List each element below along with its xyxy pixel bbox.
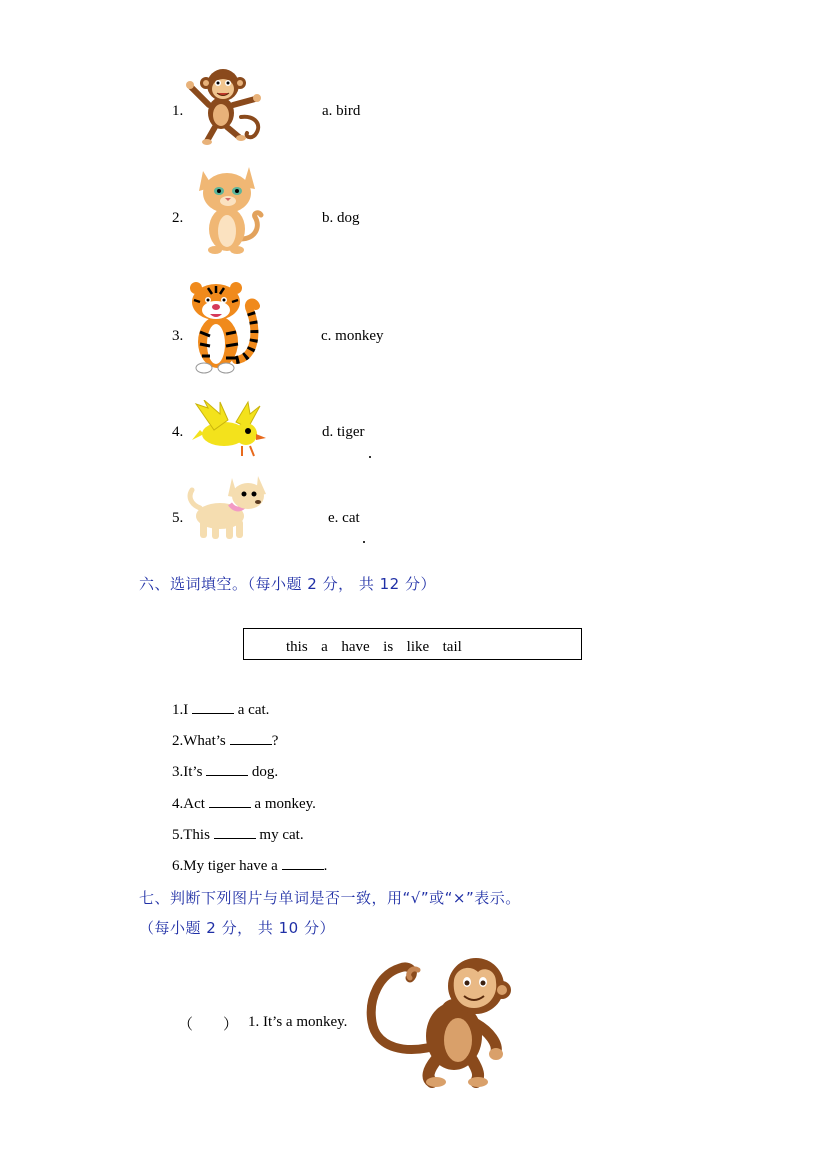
cat-icon <box>193 165 265 255</box>
item-number: 4. <box>172 424 184 440</box>
fill-blank[interactable] <box>230 730 272 745</box>
sentence-text: 6.My tiger have a <box>172 858 278 874</box>
sentence-text: 4.Act <box>172 796 205 812</box>
sentence-text: 5.This <box>172 827 210 843</box>
option-label: a. bird <box>322 103 361 119</box>
option-label: e. cat <box>328 510 360 526</box>
sentence-text: 2.What’s <box>172 733 226 749</box>
sentence-text: my cat. <box>259 827 304 843</box>
tiger-icon <box>186 280 262 374</box>
sentence-2 <box>172 730 278 750</box>
sentence-text: dog. <box>251 764 279 780</box>
option-label: c. monkey <box>321 328 384 344</box>
option-label: b. dog <box>322 210 360 226</box>
word-bank-text: this a have is like tail <box>286 639 462 655</box>
item-number: 5. <box>172 510 184 526</box>
sentence-text: 1.I <box>172 702 189 718</box>
bird-icon <box>190 400 266 458</box>
sentence-1 <box>172 699 269 719</box>
fill-blank[interactable] <box>192 699 234 714</box>
section-seven-heading: 七、判断下列图片与单词是否一致，用“√”或“×”表示。 <box>139 889 521 907</box>
sentence-text: . <box>323 858 328 874</box>
sentence-4 <box>172 793 316 813</box>
option-label: d. tiger <box>322 424 365 440</box>
sentence-3 <box>172 761 278 781</box>
fill-blank[interactable] <box>209 793 251 808</box>
section-seven-subheading: （每小题 2 分， 共 10 分） <box>139 919 335 937</box>
section-six-heading: 六、选词填空。（每小题 2 分， 共 12 分） <box>139 575 436 593</box>
dog-icon <box>186 474 270 542</box>
monkey-icon <box>366 952 516 1088</box>
sentence-text: a monkey. <box>254 796 316 812</box>
fill-blank[interactable] <box>206 761 248 776</box>
dot-mark <box>369 456 371 458</box>
sentence-text: ? <box>271 733 279 749</box>
answer-bracket[interactable]: （ ） <box>178 1017 239 1033</box>
question-text: 1. It’s a monkey. <box>248 1014 348 1030</box>
fill-blank[interactable] <box>214 824 256 839</box>
sentence-text: 3.It’s <box>172 764 203 780</box>
monkey-icon <box>183 65 265 145</box>
word-bank-box <box>243 628 582 660</box>
sentence-text: a cat. <box>237 702 270 718</box>
dot-mark <box>363 541 365 543</box>
sentence-5 <box>172 824 304 844</box>
item-number: 3. <box>172 328 184 344</box>
fill-blank[interactable] <box>282 855 324 870</box>
sentence-6 <box>172 855 327 875</box>
item-number: 2. <box>172 210 184 226</box>
item-number: 1. <box>172 103 184 119</box>
